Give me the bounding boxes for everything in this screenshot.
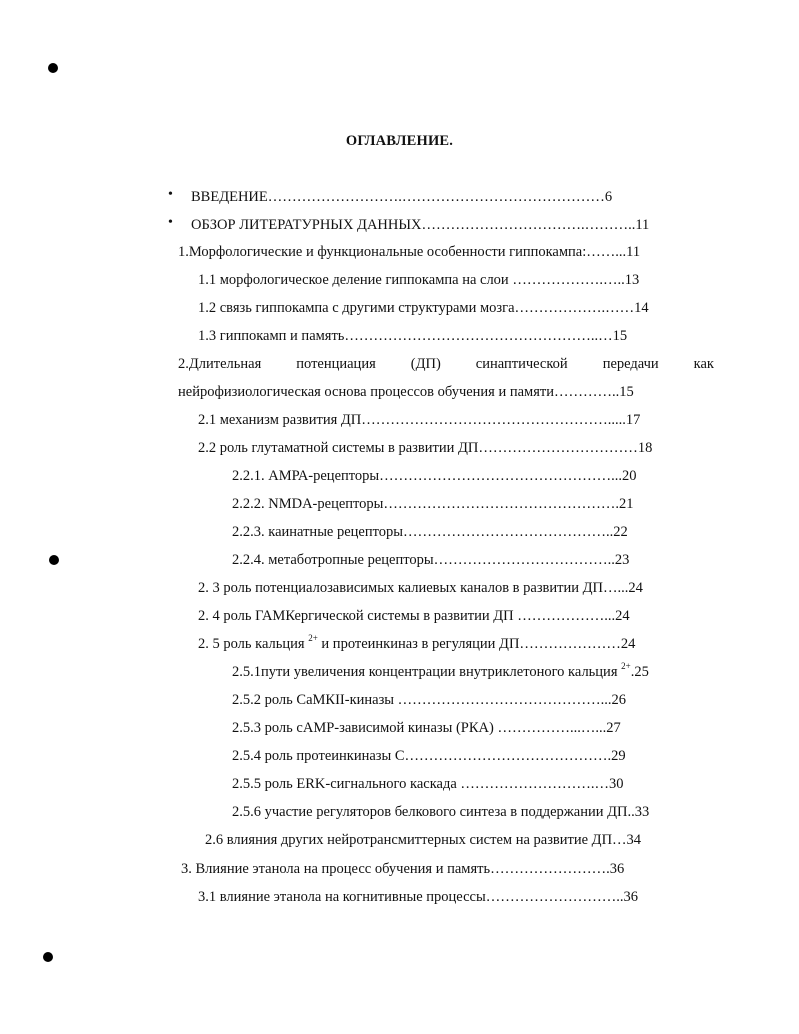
toc-entry-calcium <box>198 635 635 653</box>
bullet-marker: • <box>168 187 173 202</box>
superscript: 2+ <box>621 661 631 671</box>
page-title: ОГЛАВЛЕНИЕ. <box>345 133 454 149</box>
toc-entry: 2.2.4. метаботропные рецепторы………………………………..23 <box>232 552 630 568</box>
toc-entry: 1.3 гиппокамп и память……………………………………………..…15 <box>198 328 628 344</box>
toc-entry: 1.Морфологические и функциональные особенности гиппокампа:……...11 <box>178 244 641 260</box>
toc-text: 2. 5 роль кальция <box>198 636 309 652</box>
toc-word: как <box>693 356 714 372</box>
toc-entry: нейрофизиологическая основа процессов обучения и памяти…………..15 <box>178 384 634 400</box>
toc-entry: 1.1 морфологическое деление гиппокампа на слои ……………….…..13 <box>198 272 640 288</box>
toc-entry: 2.5.5 роль ERK-сигнального каскада ……………………….…30 <box>232 776 624 792</box>
toc-text: 2.5.1пути увеличения концентрации внутриклетоного кальция <box>232 664 622 680</box>
toc-entry: 2.5.4 роль протеинкиназы С…………………………………….29 <box>232 748 626 764</box>
toc-entry: 3. Влияние этанола на процесс обучения и память…………………….36 <box>181 861 625 877</box>
toc-entry-calcium-pathways <box>232 663 649 681</box>
superscript: 2+ <box>308 633 318 643</box>
toc-entry: 2.2 роль глутаматной системы в развитии ДП……………………………18 <box>198 440 653 456</box>
toc-entry: 3.1 влияние этанола на когнитивные процессы………………………..36 <box>198 889 638 905</box>
toc-word: передачи <box>602 356 659 372</box>
toc-word: потенциация <box>296 356 376 372</box>
toc-entry: 2.2.3. каинатные рецепторы……………………………………..22 <box>232 524 628 540</box>
toc-entry-justified <box>178 355 714 373</box>
toc-entry-introduction: ВВЕДЕНИЕ……………………….……………………………………6 <box>191 189 613 205</box>
toc-entry: 2.5.6 участие регуляторов белкового синтеза в поддержании ДП..33 <box>232 804 650 820</box>
toc-entry: 2.2.2. NMDA-рецепторы………………………………………….21 <box>232 496 634 512</box>
toc-text: .25 <box>630 664 649 680</box>
toc-entry: 2.5.2 роль СаМКII-киназы ……………………………………...26 <box>232 692 627 708</box>
toc-entry-literature-review: ОБЗОР ЛИТЕРАТУРНЫХ ДАННЫХ…………………………….………..11 <box>191 217 650 233</box>
toc-entry: 2.5.3 роль сАМР-зависимой киназы (РКА) ……………...…...27 <box>232 720 621 736</box>
toc-entry: 2.1 механизм развития ДП…………………………………………….....17 <box>198 412 641 428</box>
bullet-marker: • <box>168 215 173 230</box>
toc-entry: 1.2 связь гиппокампа с другими структурами мозга……………….……14 <box>198 300 649 316</box>
toc-entry: 2.6 влияния других нейротрансмиттерных систем на развитие ДП…34 <box>205 832 642 848</box>
toc-entry: 2. 3 роль потенциалозависимых калиевых каналов в развитии ДП…...24 <box>198 580 643 596</box>
toc-word: синаптической <box>475 356 568 372</box>
punch-hole-top <box>48 63 58 73</box>
toc-word: 2.Длительная <box>178 356 262 372</box>
toc-entry: 2. 4 роль ГАМКергической системы в развитии ДП ………………...24 <box>198 608 630 624</box>
punch-hole-middle <box>49 555 59 565</box>
toc-entry: 2.2.1. АМРА-рецепторы…………………………………………...20 <box>232 468 637 484</box>
punch-hole-bottom <box>43 952 53 962</box>
toc-text: и протеинкиназ в регуляции ДП…………………24 <box>317 636 636 652</box>
toc-word: (ДП) <box>410 356 441 372</box>
